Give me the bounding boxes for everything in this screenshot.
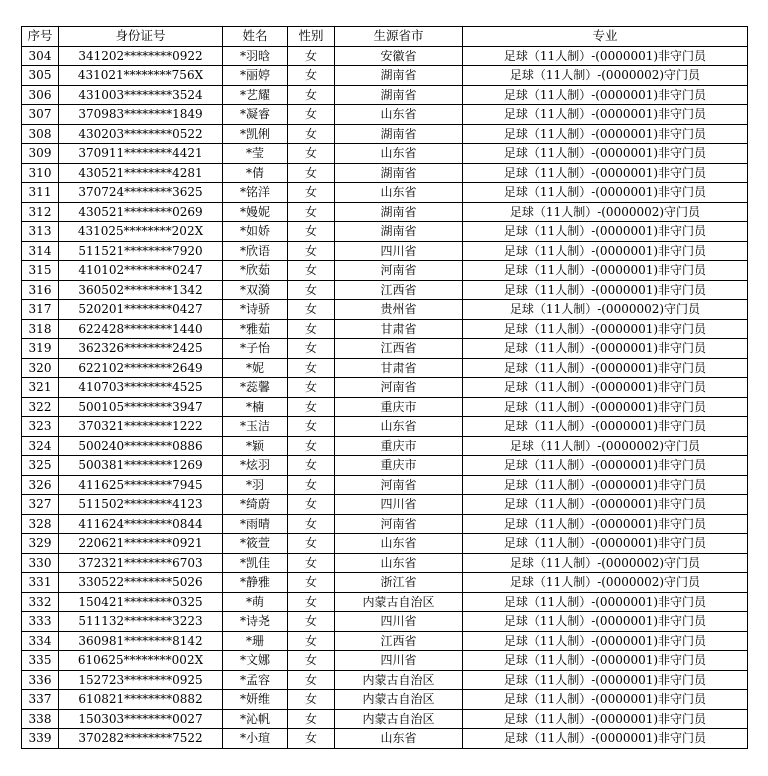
table-row xyxy=(22,436,748,456)
cell-seq: 332 xyxy=(22,592,59,612)
cell-major: 足球（11人制）-(0000001)非守门员 xyxy=(463,631,748,651)
cell-gender: 女 xyxy=(288,436,335,456)
cell-id-number: 410703********4525 xyxy=(59,378,223,398)
cell-gender: 女 xyxy=(288,46,335,66)
table-row xyxy=(22,183,748,203)
cell-major: 足球（11人制）-(0000001)非守门员 xyxy=(463,612,748,632)
cell-major: 足球（11人制）-(0000001)非守门员 xyxy=(463,670,748,690)
cell-province: 河南省 xyxy=(335,378,463,398)
cell-seq: 311 xyxy=(22,183,59,203)
table-row xyxy=(22,612,748,632)
cell-major: 足球（11人制）-(0000001)非守门员 xyxy=(463,241,748,261)
cell-seq: 305 xyxy=(22,66,59,86)
cell-gender: 女 xyxy=(288,729,335,749)
cell-province: 江西省 xyxy=(335,339,463,359)
cell-gender: 女 xyxy=(288,241,335,261)
cell-seq: 304 xyxy=(22,46,59,66)
cell-major: 足球（11人制）-(0000002)守门员 xyxy=(463,436,748,456)
cell-major: 足球（11人制）-(0000001)非守门员 xyxy=(463,261,748,281)
cell-id-number: 372321********6703 xyxy=(59,553,223,573)
cell-seq: 309 xyxy=(22,144,59,164)
cell-name: *玉洁 xyxy=(223,417,288,437)
cell-province: 江西省 xyxy=(335,280,463,300)
cell-province: 山东省 xyxy=(335,729,463,749)
cell-name: *嫚妮 xyxy=(223,202,288,222)
cell-id-number: 411624********0844 xyxy=(59,514,223,534)
table-row xyxy=(22,573,748,593)
cell-gender: 女 xyxy=(288,163,335,183)
cell-id-number: 431003********3524 xyxy=(59,85,223,105)
cell-gender: 女 xyxy=(288,534,335,554)
cell-id-number: 430521********4281 xyxy=(59,163,223,183)
cell-major: 足球（11人制）-(0000001)非守门员 xyxy=(463,397,748,417)
cell-name: *倩 xyxy=(223,163,288,183)
cell-gender: 女 xyxy=(288,85,335,105)
cell-id-number: 610821********0882 xyxy=(59,690,223,710)
cell-seq: 335 xyxy=(22,651,59,671)
cell-id-number: 511132********3223 xyxy=(59,612,223,632)
cell-province: 浙江省 xyxy=(335,573,463,593)
cell-id-number: 362326********2425 xyxy=(59,339,223,359)
cell-gender: 女 xyxy=(288,592,335,612)
cell-province: 湖南省 xyxy=(335,85,463,105)
header-name: 姓名 xyxy=(223,27,288,47)
cell-name: *子怡 xyxy=(223,339,288,359)
cell-gender: 女 xyxy=(288,339,335,359)
cell-seq: 308 xyxy=(22,124,59,144)
cell-province: 江西省 xyxy=(335,631,463,651)
table-row xyxy=(22,163,748,183)
cell-province: 贵州省 xyxy=(335,300,463,320)
table-row xyxy=(22,261,748,281)
cell-seq: 312 xyxy=(22,202,59,222)
cell-province: 甘肃省 xyxy=(335,319,463,339)
cell-major: 足球（11人制）-(0000001)非守门员 xyxy=(463,475,748,495)
cell-name: *凝睿 xyxy=(223,105,288,125)
cell-name: *如娇 xyxy=(223,222,288,242)
table-row xyxy=(22,378,748,398)
cell-seq: 338 xyxy=(22,709,59,729)
cell-id-number: 431021********756X xyxy=(59,66,223,86)
cell-major: 足球（11人制）-(0000002)守门员 xyxy=(463,202,748,222)
cell-major: 足球（11人制）-(0000001)非守门员 xyxy=(463,319,748,339)
table-row xyxy=(22,417,748,437)
table-row xyxy=(22,631,748,651)
cell-name: *凯俐 xyxy=(223,124,288,144)
cell-major: 足球（11人制）-(0000001)非守门员 xyxy=(463,358,748,378)
cell-seq: 315 xyxy=(22,261,59,281)
cell-major: 足球（11人制）-(0000001)非守门员 xyxy=(463,339,748,359)
cell-major: 足球（11人制）-(0000001)非守门员 xyxy=(463,124,748,144)
cell-id-number: 622428********1440 xyxy=(59,319,223,339)
cell-name: *丽婷 xyxy=(223,66,288,86)
cell-gender: 女 xyxy=(288,475,335,495)
cell-province: 重庆市 xyxy=(335,456,463,476)
cell-name: *诗骄 xyxy=(223,300,288,320)
cell-gender: 女 xyxy=(288,124,335,144)
cell-gender: 女 xyxy=(288,514,335,534)
cell-gender: 女 xyxy=(288,300,335,320)
cell-seq: 329 xyxy=(22,534,59,554)
header-row xyxy=(22,27,748,47)
header-province: 生源省市 xyxy=(335,27,463,47)
cell-seq: 325 xyxy=(22,456,59,476)
cell-name: *妮 xyxy=(223,358,288,378)
cell-name: *双漪 xyxy=(223,280,288,300)
table-row xyxy=(22,85,748,105)
table-row xyxy=(22,397,748,417)
cell-id-number: 330522********5026 xyxy=(59,573,223,593)
cell-gender: 女 xyxy=(288,690,335,710)
cell-province: 甘肃省 xyxy=(335,358,463,378)
cell-province: 河南省 xyxy=(335,514,463,534)
cell-gender: 女 xyxy=(288,651,335,671)
cell-gender: 女 xyxy=(288,417,335,437)
table-row xyxy=(22,105,748,125)
cell-name: *艺耀 xyxy=(223,85,288,105)
cell-id-number: 370282********7522 xyxy=(59,729,223,749)
cell-id-number: 370911********4421 xyxy=(59,144,223,164)
cell-name: *羽 xyxy=(223,475,288,495)
cell-major: 足球（11人制）-(0000001)非守门员 xyxy=(463,183,748,203)
cell-id-number: 511502********4123 xyxy=(59,495,223,515)
header-seq: 序号 xyxy=(22,27,59,47)
cell-name: *雅茹 xyxy=(223,319,288,339)
cell-id-number: 431025********202X xyxy=(59,222,223,242)
table-row xyxy=(22,124,748,144)
cell-province: 重庆市 xyxy=(335,436,463,456)
cell-id-number: 220621********0921 xyxy=(59,534,223,554)
header-id-number: 身份证号 xyxy=(59,27,223,47)
cell-major: 足球（11人制）-(0000002)守门员 xyxy=(463,573,748,593)
cell-major: 足球（11人制）-(0000001)非守门员 xyxy=(463,144,748,164)
cell-province: 湖南省 xyxy=(335,202,463,222)
cell-seq: 314 xyxy=(22,241,59,261)
cell-seq: 319 xyxy=(22,339,59,359)
cell-major: 足球（11人制）-(0000001)非守门员 xyxy=(463,729,748,749)
cell-name: *欣语 xyxy=(223,241,288,261)
table-row xyxy=(22,456,748,476)
cell-id-number: 411625********7945 xyxy=(59,475,223,495)
cell-name: *小瑄 xyxy=(223,729,288,749)
cell-province: 山东省 xyxy=(335,105,463,125)
cell-major: 足球（11人制）-(0000001)非守门员 xyxy=(463,222,748,242)
cell-province: 四川省 xyxy=(335,612,463,632)
cell-major: 足球（11人制）-(0000001)非守门员 xyxy=(463,46,748,66)
cell-major: 足球（11人制）-(0000001)非守门员 xyxy=(463,495,748,515)
cell-province: 山东省 xyxy=(335,183,463,203)
cell-id-number: 152723********0925 xyxy=(59,670,223,690)
cell-gender: 女 xyxy=(288,144,335,164)
cell-seq: 327 xyxy=(22,495,59,515)
cell-seq: 318 xyxy=(22,319,59,339)
cell-id-number: 430521********0269 xyxy=(59,202,223,222)
cell-seq: 334 xyxy=(22,631,59,651)
table-row xyxy=(22,514,748,534)
cell-province: 山东省 xyxy=(335,553,463,573)
cell-name: *楠 xyxy=(223,397,288,417)
cell-province: 安徽省 xyxy=(335,46,463,66)
cell-gender: 女 xyxy=(288,280,335,300)
table-row xyxy=(22,495,748,515)
table-row xyxy=(22,592,748,612)
cell-province: 湖南省 xyxy=(335,124,463,144)
cell-id-number: 360981********8142 xyxy=(59,631,223,651)
cell-id-number: 370321********1222 xyxy=(59,417,223,437)
table-row xyxy=(22,66,748,86)
cell-id-number: 150421********0325 xyxy=(59,592,223,612)
cell-id-number: 610625********002X xyxy=(59,651,223,671)
cell-gender: 女 xyxy=(288,397,335,417)
table-row xyxy=(22,651,748,671)
cell-name: *欣茹 xyxy=(223,261,288,281)
cell-province: 内蒙古自治区 xyxy=(335,709,463,729)
table-row xyxy=(22,553,748,573)
cell-id-number: 370724********3625 xyxy=(59,183,223,203)
cell-province: 山东省 xyxy=(335,534,463,554)
cell-gender: 女 xyxy=(288,105,335,125)
cell-id-number: 520201********0427 xyxy=(59,300,223,320)
cell-seq: 306 xyxy=(22,85,59,105)
cell-id-number: 500381********1269 xyxy=(59,456,223,476)
table-row xyxy=(22,222,748,242)
cell-gender: 女 xyxy=(288,222,335,242)
cell-province: 重庆市 xyxy=(335,397,463,417)
cell-major: 足球（11人制）-(0000001)非守门员 xyxy=(463,651,748,671)
cell-province: 内蒙古自治区 xyxy=(335,592,463,612)
cell-province: 湖南省 xyxy=(335,163,463,183)
cell-seq: 313 xyxy=(22,222,59,242)
cell-gender: 女 xyxy=(288,66,335,86)
cell-seq: 317 xyxy=(22,300,59,320)
cell-gender: 女 xyxy=(288,183,335,203)
cell-province: 四川省 xyxy=(335,651,463,671)
cell-name: *颖 xyxy=(223,436,288,456)
table-row xyxy=(22,46,748,66)
cell-id-number: 150303********0027 xyxy=(59,709,223,729)
cell-name: *绮蔚 xyxy=(223,495,288,515)
cell-seq: 333 xyxy=(22,612,59,632)
cell-gender: 女 xyxy=(288,573,335,593)
cell-major: 足球（11人制）-(0000002)守门员 xyxy=(463,300,748,320)
cell-seq: 330 xyxy=(22,553,59,573)
cell-name: *雨晴 xyxy=(223,514,288,534)
table-row xyxy=(22,729,748,749)
cell-gender: 女 xyxy=(288,202,335,222)
cell-id-number: 360502********1342 xyxy=(59,280,223,300)
table-row xyxy=(22,475,748,495)
header-major: 专业 xyxy=(463,27,748,47)
cell-name: *铭洋 xyxy=(223,183,288,203)
cell-id-number: 410102********0247 xyxy=(59,261,223,281)
table-row xyxy=(22,202,748,222)
cell-id-number: 500105********3947 xyxy=(59,397,223,417)
cell-seq: 328 xyxy=(22,514,59,534)
table-row xyxy=(22,144,748,164)
cell-gender: 女 xyxy=(288,319,335,339)
cell-name: *珊 xyxy=(223,631,288,651)
cell-seq: 320 xyxy=(22,358,59,378)
cell-seq: 322 xyxy=(22,397,59,417)
cell-province: 湖南省 xyxy=(335,222,463,242)
cell-major: 足球（11人制）-(0000001)非守门员 xyxy=(463,378,748,398)
cell-name: *莹 xyxy=(223,144,288,164)
cell-gender: 女 xyxy=(288,378,335,398)
cell-gender: 女 xyxy=(288,261,335,281)
cell-seq: 323 xyxy=(22,417,59,437)
table-row xyxy=(22,300,748,320)
cell-province: 山东省 xyxy=(335,417,463,437)
table-row xyxy=(22,339,748,359)
cell-gender: 女 xyxy=(288,456,335,476)
cell-major: 足球（11人制）-(0000001)非守门员 xyxy=(463,280,748,300)
cell-gender: 女 xyxy=(288,553,335,573)
cell-major: 足球（11人制）-(0000001)非守门员 xyxy=(463,690,748,710)
cell-name: *萌 xyxy=(223,592,288,612)
cell-name: *沁帆 xyxy=(223,709,288,729)
roster-table xyxy=(21,26,748,749)
cell-id-number: 341202********0922 xyxy=(59,46,223,66)
cell-major: 足球（11人制）-(0000001)非守门员 xyxy=(463,105,748,125)
cell-province: 四川省 xyxy=(335,241,463,261)
cell-province: 内蒙古自治区 xyxy=(335,690,463,710)
table-row xyxy=(22,319,748,339)
cell-id-number: 500240********0886 xyxy=(59,436,223,456)
cell-gender: 女 xyxy=(288,358,335,378)
cell-seq: 316 xyxy=(22,280,59,300)
cell-seq: 321 xyxy=(22,378,59,398)
cell-name: *静雅 xyxy=(223,573,288,593)
cell-major: 足球（11人制）-(0000002)守门员 xyxy=(463,553,748,573)
table-row xyxy=(22,709,748,729)
cell-seq: 336 xyxy=(22,670,59,690)
cell-major: 足球（11人制）-(0000001)非守门员 xyxy=(463,163,748,183)
cell-name: *妍维 xyxy=(223,690,288,710)
cell-province: 山东省 xyxy=(335,144,463,164)
cell-name: *筱萱 xyxy=(223,534,288,554)
table-row xyxy=(22,670,748,690)
cell-seq: 324 xyxy=(22,436,59,456)
cell-id-number: 511521********7920 xyxy=(59,241,223,261)
cell-id-number: 370983********1849 xyxy=(59,105,223,125)
cell-gender: 女 xyxy=(288,631,335,651)
cell-major: 足球（11人制）-(0000001)非守门员 xyxy=(463,417,748,437)
cell-province: 河南省 xyxy=(335,475,463,495)
cell-seq: 310 xyxy=(22,163,59,183)
cell-seq: 337 xyxy=(22,690,59,710)
cell-name: *凯佳 xyxy=(223,553,288,573)
header-gender: 性别 xyxy=(288,27,335,47)
cell-name: *蕊馨 xyxy=(223,378,288,398)
cell-name: *文娜 xyxy=(223,651,288,671)
cell-province: 内蒙古自治区 xyxy=(335,670,463,690)
cell-name: *孟容 xyxy=(223,670,288,690)
cell-id-number: 622102********2649 xyxy=(59,358,223,378)
table-row xyxy=(22,241,748,261)
cell-gender: 女 xyxy=(288,670,335,690)
cell-seq: 339 xyxy=(22,729,59,749)
cell-major: 足球（11人制）-(0000001)非守门员 xyxy=(463,514,748,534)
cell-gender: 女 xyxy=(288,612,335,632)
cell-gender: 女 xyxy=(288,495,335,515)
cell-province: 湖南省 xyxy=(335,66,463,86)
table-row xyxy=(22,358,748,378)
cell-gender: 女 xyxy=(288,709,335,729)
table-row xyxy=(22,534,748,554)
cell-seq: 331 xyxy=(22,573,59,593)
cell-major: 足球（11人制）-(0000001)非守门员 xyxy=(463,534,748,554)
cell-seq: 326 xyxy=(22,475,59,495)
cell-name: *炫羽 xyxy=(223,456,288,476)
cell-name: *诗尧 xyxy=(223,612,288,632)
cell-seq: 307 xyxy=(22,105,59,125)
cell-province: 四川省 xyxy=(335,495,463,515)
cell-major: 足球（11人制）-(0000001)非守门员 xyxy=(463,709,748,729)
cell-id-number: 430203********0522 xyxy=(59,124,223,144)
cell-major: 足球（11人制）-(0000001)非守门员 xyxy=(463,592,748,612)
table-row xyxy=(22,280,748,300)
cell-province: 河南省 xyxy=(335,261,463,281)
cell-name: *羽晗 xyxy=(223,46,288,66)
cell-major: 足球（11人制）-(0000001)非守门员 xyxy=(463,456,748,476)
cell-major: 足球（11人制）-(0000001)非守门员 xyxy=(463,85,748,105)
table-row xyxy=(22,690,748,710)
cell-major: 足球（11人制）-(0000002)守门员 xyxy=(463,66,748,86)
